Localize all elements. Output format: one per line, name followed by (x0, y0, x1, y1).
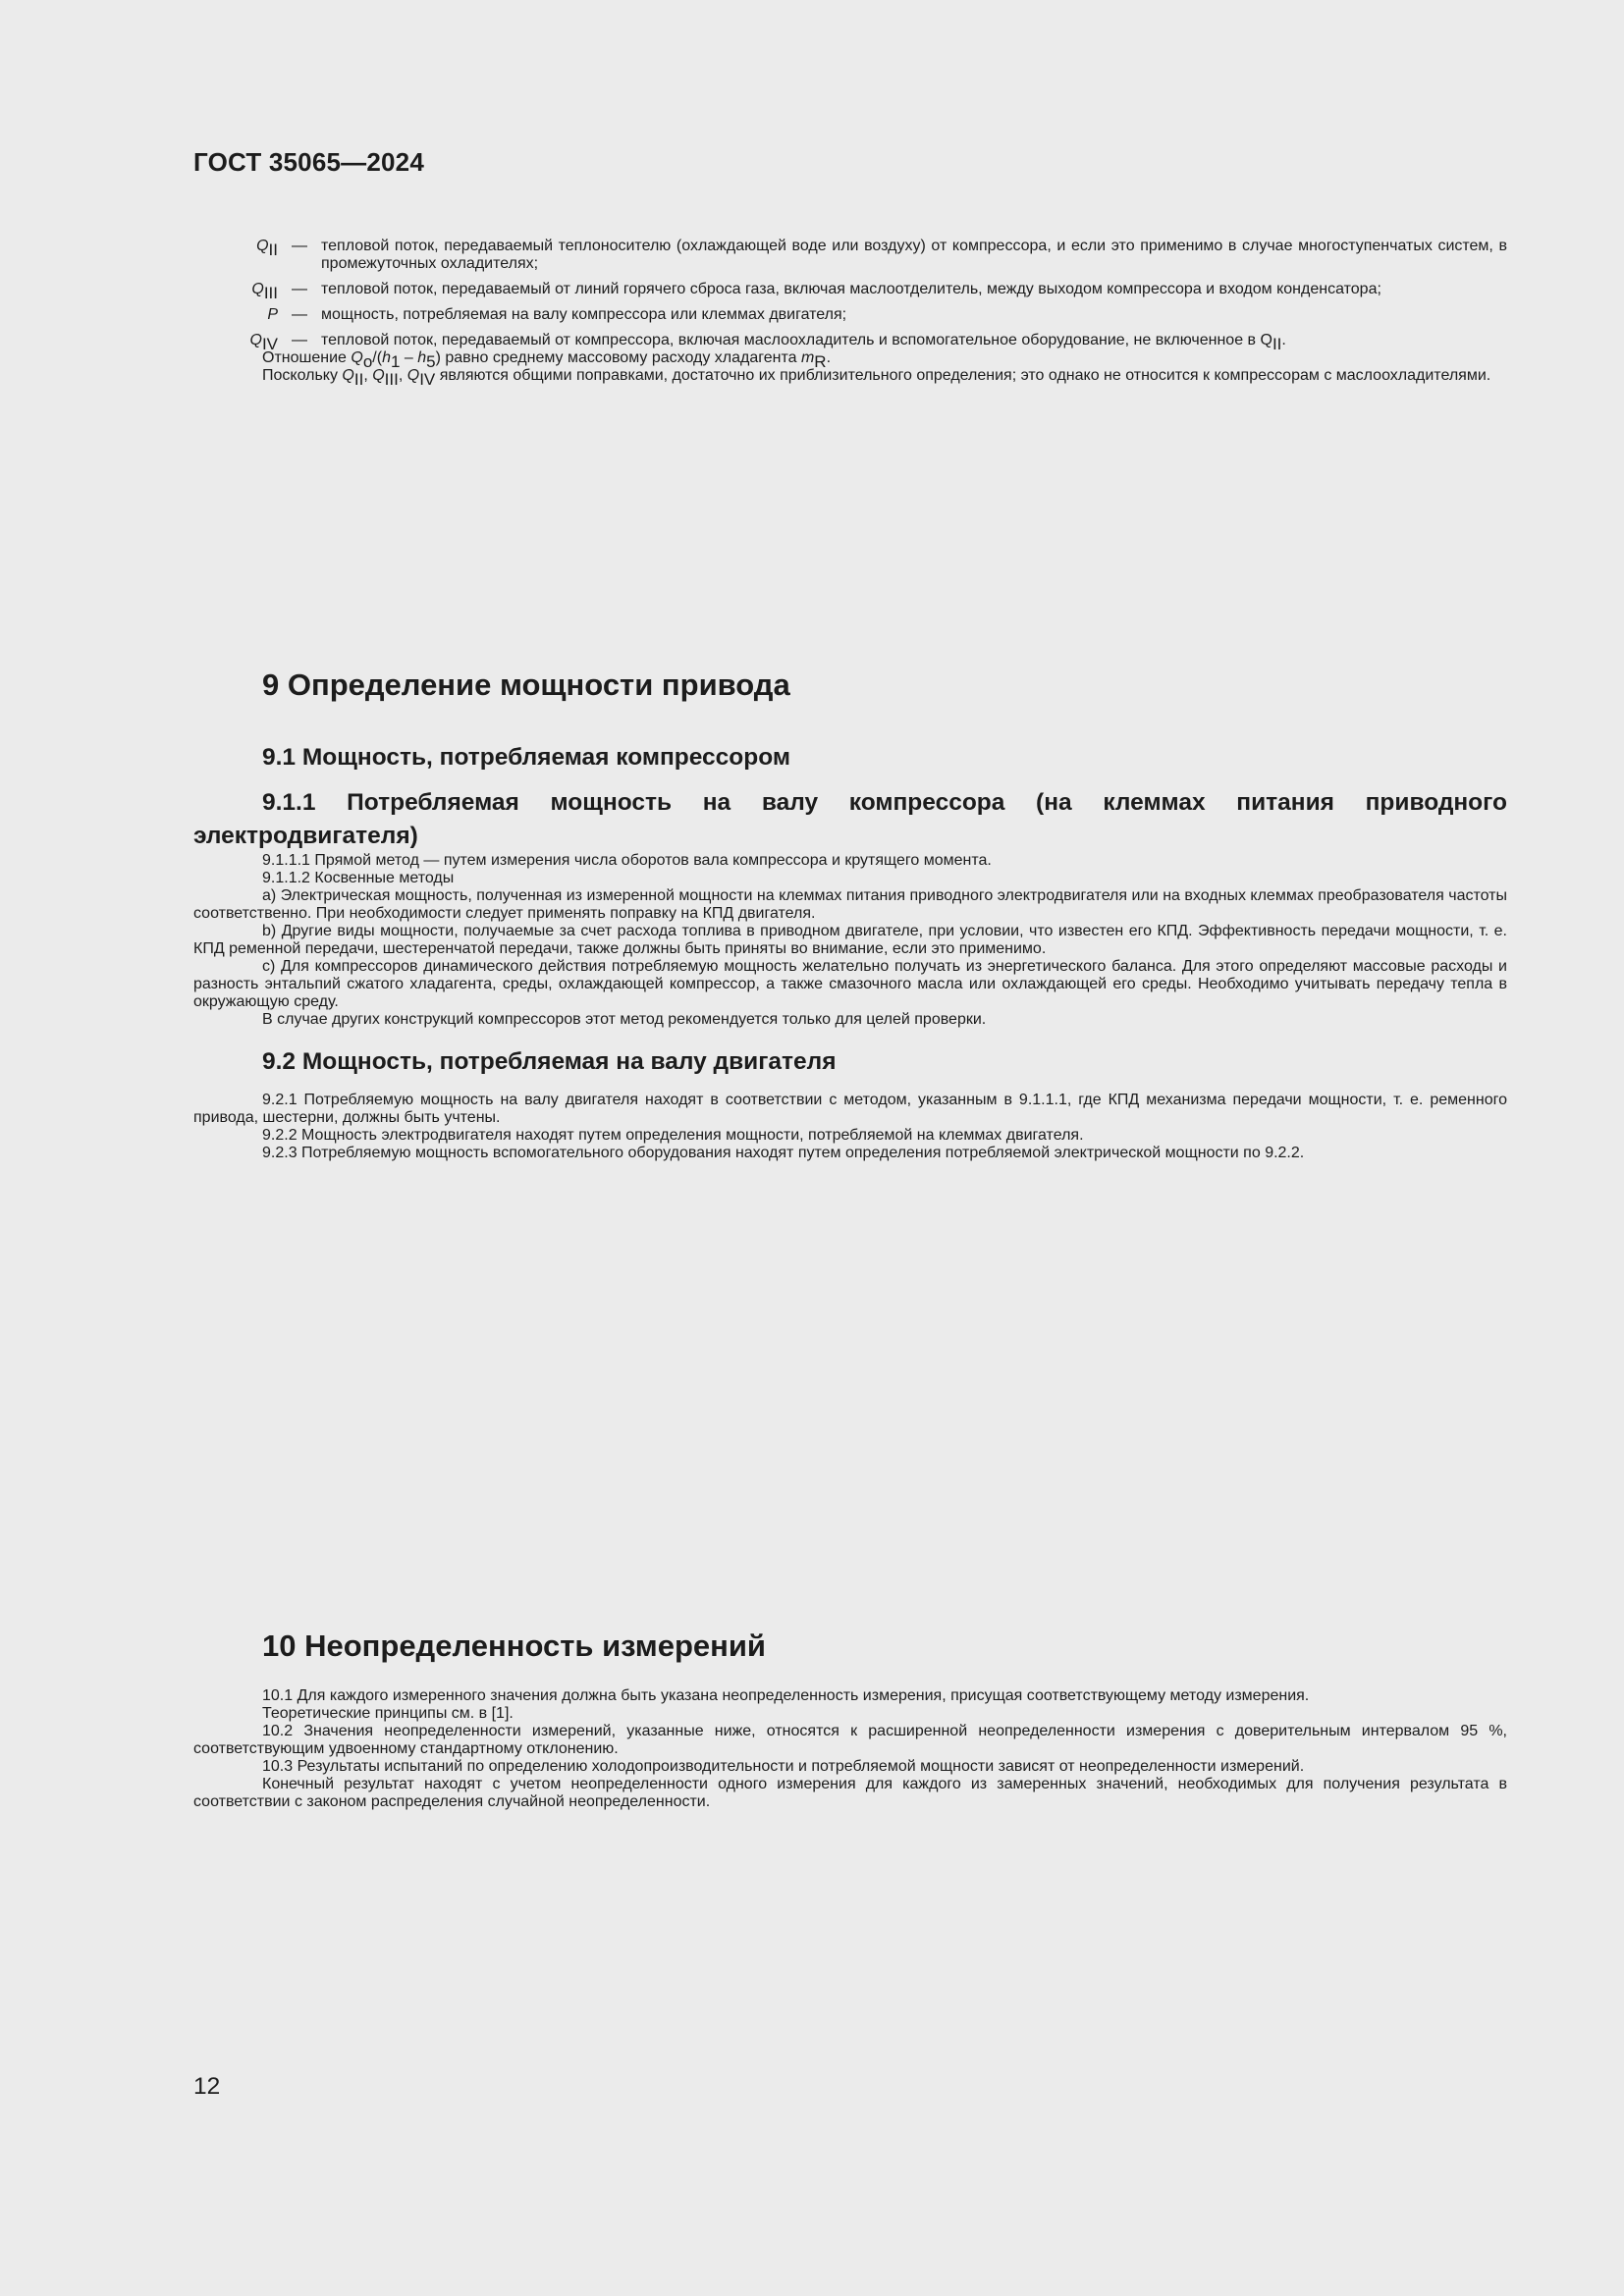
symbol-subscript: II (1272, 335, 1282, 353)
paragraph: 10.3 Результаты испытаний по определению холодопроизводительности и потребляемой мощности зависят от неопределенности измерений. (262, 1758, 1305, 1775)
paragraph: Теоретические принципы см. в [1]. (262, 1705, 514, 1722)
definition-q2: $Q_{II}$ — тепловой поток, передаваемый теплоносителю (охлаждающей воде или воздуху) от компрессора, и если это применимо в случае многоступенчатых систем, в промежуточных охладителях; (256, 238, 1507, 272)
section-title: 10 Неопределенность измерений (262, 1629, 766, 1663)
symbol: Q (251, 281, 264, 297)
symbol: P (267, 306, 278, 323)
symbol-subscript: III (263, 284, 278, 302)
definition-p: P — мощность, потребляемая на валу компрессора или клеммах двигателя; (193, 306, 1507, 324)
definition-text: тепловой поток, передаваемый теплоносителю (охлаждающей воде или воздуху) от компрессора, и если это применимо в случае многоступенчатых систем, в промежуточных охладителях; (321, 238, 1507, 272)
corrections-paragraph: Поскольку $Q_{II}$, $Q_{III}$, $Q_{IV}$ являются общими поправками, достаточно их приблизительного определения; это однако не относится к компрессорам с маслоохладителями. (262, 367, 1491, 389)
paragraph: 9.2.2 Мощность электродвигателя находят путем определения мощности, потребляемой на клеммах двигателя. (262, 1127, 1084, 1144)
definition-q3: $Q_{III}$ — тепловой поток, передаваемый от линий горячего сброса газа, включая маслоотделитель, между выходом компрессора и входом конденсатора; (193, 281, 1507, 298)
symbol: Q (256, 238, 269, 254)
paragraph: b) Другие виды мощности, получаемые за счет расхода топлива в приводном двигателе, при условии, что известен его КПД. Эффективность передачи мощности, т. е. КПД ременной передачи, шестеренчатой передачи, также должны быть приняты во внимание, если это применимо. (193, 923, 1507, 957)
symbol-subscript: II (268, 240, 278, 259)
definition-q4: $Q_{IV}$ — тепловой поток, передаваемый от компрессора, включая маслоохладитель и вспомогательное оборудование, не включенное в $Q_{II}$. (249, 332, 1286, 353)
document-header: ГОСТ 35065—2024 (193, 147, 424, 177)
paragraph: 9.2.3 Потребляемую мощность вспомогательного оборудования находят путем определения потребляемой электрической мощности по 9.2.2. (262, 1145, 1305, 1161)
subsubsection-title: 9.1.1 Потребляемая мощность на валу компрессора (на клеммах питания приводного электродвигателя) (193, 789, 1507, 849)
definition-text: мощность, потребляемая на валу компрессора или клеммах двигателя; (321, 306, 847, 323)
subsection-title: 9.1 Мощность, потребляемая компрессором (262, 744, 791, 771)
section-9 (193, 666, 1507, 1162)
page-number: 12 (193, 2073, 221, 2100)
paragraph: В случае других конструкций компрессоров этот метод рекомендуется только для целей проверки. (262, 1011, 987, 1028)
subsection-title: 9.2 Мощность, потребляемая на валу двигателя (262, 1048, 837, 1075)
definition-text: тепловой поток, передаваемый от компрессора, включая маслоохладитель и вспомогательное оборудование, не включенное в Q (321, 332, 1272, 348)
section-10 (193, 1627, 1507, 1811)
symbol: Q (249, 332, 262, 348)
symbol-subscript: IV (261, 335, 278, 353)
paragraph: 10.2 Значения неопределенности измерений, указанные ниже, относятся к расширенной неопределенности измерения с доверительным интервалом 95 %, соответствующим удвоенному стандартному отклонению. (193, 1723, 1507, 1757)
symbol-definitions (193, 238, 1507, 389)
paragraph: Конечный результат находят с учетом неопределенности одного измерения для каждого из замеренных значений, необходимых для получения результата в соответствии с законом распределения случайной неопределенности. (193, 1776, 1507, 1810)
paragraph: 9.2.1 Потребляемую мощность на валу двигателя находят в соответствии с методом, указанным в 9.1.1.1, где КПД механизма передачи мощности, т. е. ременного привода, шестерни, должны быть учтены. (193, 1092, 1507, 1126)
paragraph: 9.1.1.2 Косвенные методы (262, 870, 455, 886)
definition-text: тепловой поток, передаваемый от линий горячего сброса газа, включая маслоотделитель, между выходом компрессора и входом конденсатора; (321, 281, 1381, 297)
section-title: 9 Определение мощности привода (262, 667, 790, 702)
ratio-paragraph: Отношение $Q_o/(h_1 - h_5)$ равно среднему массовому расходу хладагента $m_R$. (262, 349, 832, 371)
paragraph: 9.1.1.1 Прямой метод — путем измерения числа оборотов вала компрессора и крутящего момента. (262, 852, 992, 869)
paragraph: c) Для компрессоров динамического действия потребляемую мощность желательно получать из энергетического баланса. Для этого определяют массовые расходы и разность энтальпий сжатого хладагента, среды, охлаждающей компрессор, а также смазочного масла или охлаждающей его среды. Необходимо учитывать передачу тепла в окружающую среду. (193, 958, 1507, 1010)
paragraph: 10.1 Для каждого измеренного значения должна быть указана неопределенность измерения, присущая соответствующему методу измерения. (262, 1687, 1310, 1704)
paragraph: a) Электрическая мощность, полученная из измеренной мощности на клеммах питания приводного электродвигателя или на входных клеммах преобразователя частоты соответственно. При необходимости следует применять поправку на КПД двигателя. (193, 887, 1507, 922)
